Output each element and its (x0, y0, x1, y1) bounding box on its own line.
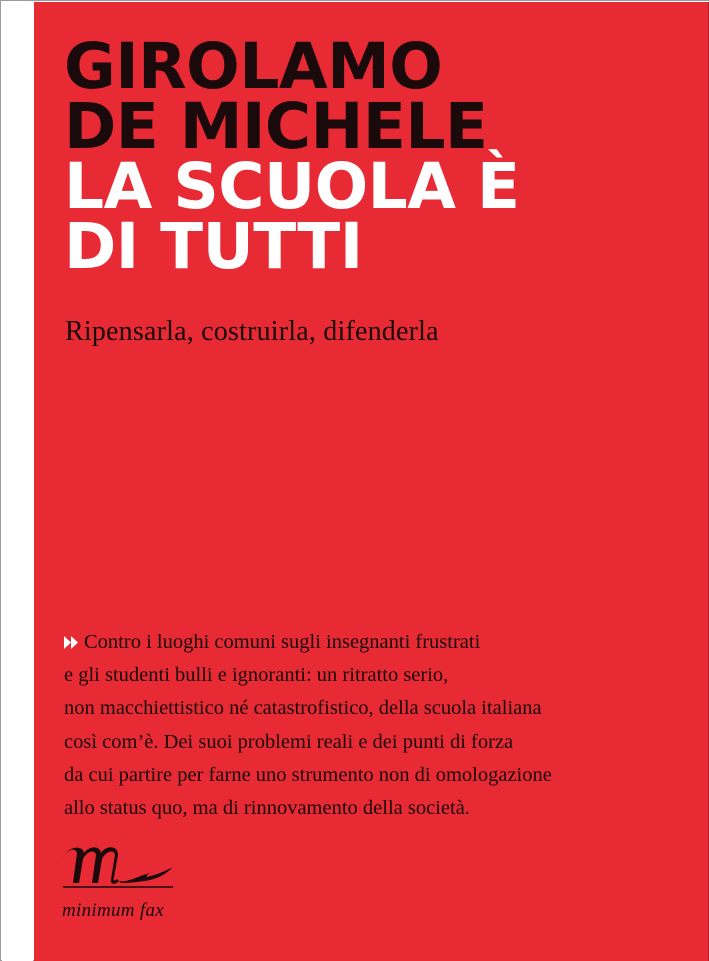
white-spine-strip (2, 2, 33, 961)
book-subtitle: Ripensarla, costruirla, difenderla (65, 316, 439, 347)
blurb-line-5: da cui partire per farne uno strumento non di omologazione (64, 763, 552, 786)
publisher-logo (61, 845, 181, 925)
blurb-line-2: e gli studenti bulli e ignoranti: un ritratto serio, (64, 664, 449, 687)
fast-forward-icon (64, 636, 79, 649)
title-line-2: DI TUTTI (64, 210, 363, 283)
title-line-1: LA SCUOLA È (64, 150, 520, 223)
blurb-line-6: allo status quo, ma di rinnovamento della società. (64, 797, 470, 820)
blurb-line-3: non macchiettistico né catastrofistico, della scuola italiana (64, 697, 542, 720)
blurb-text (64, 626, 704, 825)
blurb-line-1-text: Contro i luoghi comuni sugli insegnanti frustrati (84, 631, 481, 653)
book-cover (34, 2, 709, 961)
author-line-1: GIROLAMO (64, 30, 443, 103)
author-name (64, 30, 488, 163)
book-title (64, 150, 520, 283)
minimum-fax-m-logo-icon (61, 845, 181, 891)
blurb-line-4: così com’è. Dei suoi problemi reali e dei punti di forza (64, 730, 514, 753)
publisher-name: minimum fax (62, 900, 164, 921)
author-line-2: DE MICHELE (64, 90, 488, 163)
blurb-line-1 (64, 626, 704, 659)
